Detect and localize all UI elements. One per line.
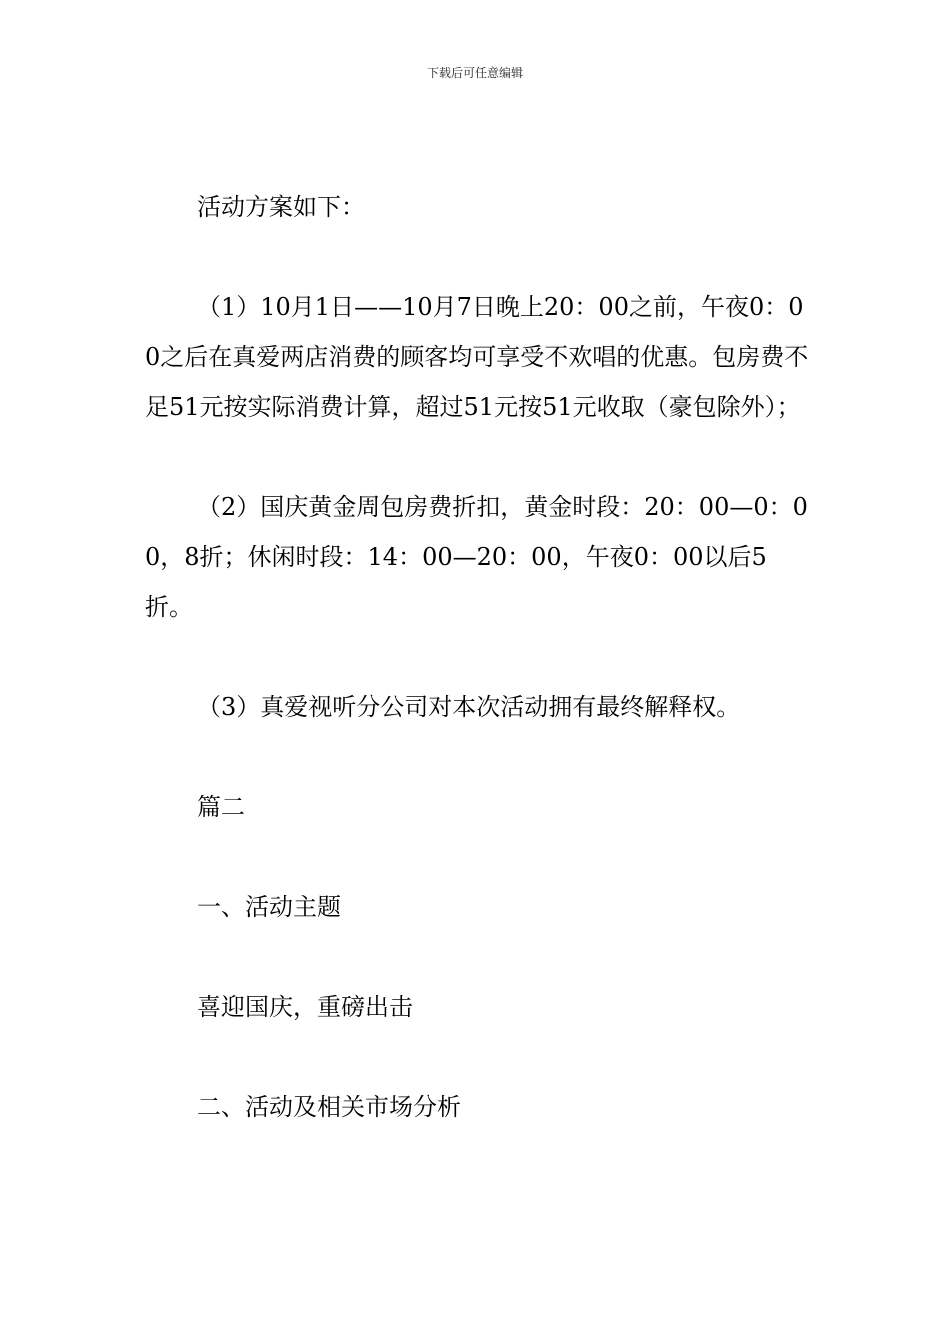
heading-market-analysis: 二、活动及相关市场分析 [197, 1093, 461, 1121]
paragraph-plan-intro: 活动方案如下： [197, 193, 365, 221]
section-title-part-two: 篇二 [197, 793, 245, 821]
page-header: 下载后可任意编辑 [426, 66, 523, 80]
paragraph-item-2: （2）国庆黄金周包房费折扣，黄金时段：20：00—0：00，8折；休闲时段：14：00—20：00，午夜0：00以后5折。 [145, 493, 808, 621]
heading-activity-theme: 一、活动主题 [197, 893, 341, 921]
paragraph-theme-slogan: 喜迎国庆，重磅出击 [197, 993, 413, 1021]
document-body [145, 182, 810, 1132]
paragraph-item-3: （3）真爱视听分公司对本次活动拥有最终解释权。 [197, 693, 741, 721]
paragraph-item-1: （1）10月1日——10月7日晚上20：00之前，午夜0：00之后在真爱两店消费的顾客均可享受不欢唱的优惠。包房费不足51元按实际消费计算，超过51元按51元收取（豪包除外）； [145, 293, 809, 421]
